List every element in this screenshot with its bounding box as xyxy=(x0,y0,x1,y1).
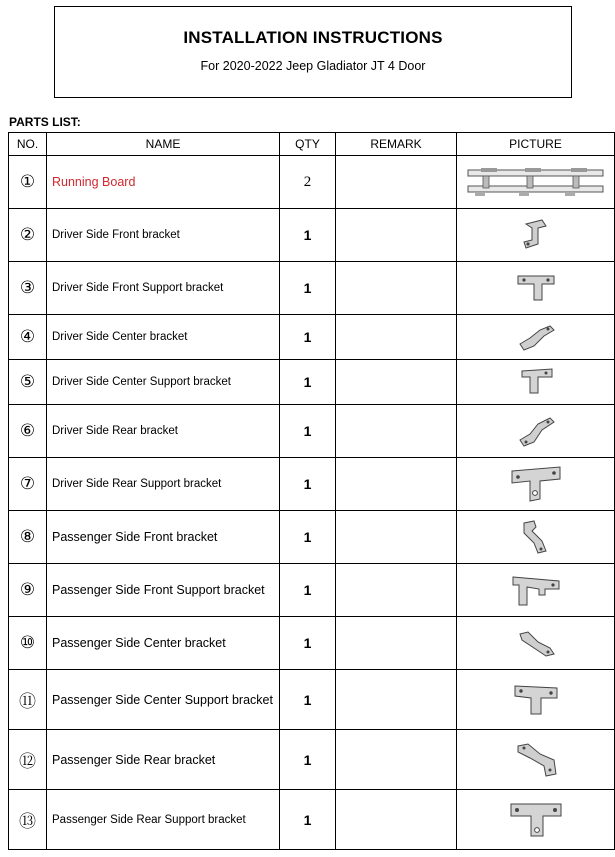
part-picture xyxy=(457,730,615,790)
part-picture xyxy=(457,564,615,617)
part-remark xyxy=(336,360,457,405)
part-name: Running Board xyxy=(47,156,280,209)
table-row xyxy=(9,564,615,617)
part-number: ⑬ xyxy=(9,790,47,850)
bracket-icon xyxy=(512,740,560,780)
part-name: Passenger Side Front Support bracket xyxy=(47,564,280,617)
part-qty: 1 xyxy=(280,405,336,458)
part-remark xyxy=(336,458,457,511)
table-row xyxy=(9,405,615,458)
table-header-row xyxy=(9,133,615,156)
parts-list-label: PARTS LIST: xyxy=(9,115,81,129)
part-qty: 1 xyxy=(280,730,336,790)
page-title: INSTALLATION INSTRUCTIONS xyxy=(183,28,443,47)
part-number: ② xyxy=(9,209,47,262)
part-number: ⑫ xyxy=(9,730,47,790)
table-row xyxy=(9,209,615,262)
bracket-icon xyxy=(516,517,556,557)
table-row xyxy=(9,360,615,405)
support-bracket-icon xyxy=(509,571,563,609)
part-qty: 2 xyxy=(280,156,336,209)
table-row xyxy=(9,670,615,730)
part-picture xyxy=(457,790,615,850)
part-picture xyxy=(457,262,615,315)
part-name: Passenger Side Front bracket xyxy=(47,511,280,564)
part-name: Driver Side Center bracket xyxy=(47,315,280,360)
bracket-icon xyxy=(514,626,558,660)
part-picture xyxy=(457,405,615,458)
table-row xyxy=(9,730,615,790)
column-header-no: NO. xyxy=(9,133,47,156)
part-number: ⑧ xyxy=(9,511,47,564)
part-qty: 1 xyxy=(280,458,336,511)
part-name: Driver Side Rear bracket xyxy=(47,405,280,458)
part-picture xyxy=(457,617,615,670)
part-remark xyxy=(336,670,457,730)
part-name: Driver Side Center Support bracket xyxy=(47,360,280,405)
support-bracket-icon xyxy=(516,365,556,399)
table-row xyxy=(9,790,615,850)
part-remark xyxy=(336,730,457,790)
part-remark xyxy=(336,405,457,458)
part-remark xyxy=(336,262,457,315)
part-name: Passenger Side Rear bracket xyxy=(47,730,280,790)
part-name: Driver Side Front bracket xyxy=(47,209,280,262)
support-bracket-icon xyxy=(508,463,564,505)
column-header-remark: REMARK xyxy=(336,133,457,156)
part-qty: 1 xyxy=(280,790,336,850)
part-qty: 1 xyxy=(280,670,336,730)
part-qty: 1 xyxy=(280,262,336,315)
part-picture xyxy=(457,156,615,209)
table-row xyxy=(9,617,615,670)
part-number: ⑪ xyxy=(9,670,47,730)
part-qty: 1 xyxy=(280,315,336,360)
part-qty: 1 xyxy=(280,511,336,564)
bracket-icon xyxy=(516,216,556,254)
column-header-name: NAME xyxy=(47,133,280,156)
part-picture xyxy=(457,670,615,730)
part-number: ① xyxy=(9,156,47,209)
page-subtitle: For 2020-2022 Jeep Gladiator JT 4 Door xyxy=(200,59,426,73)
part-name: Passenger Side Center bracket xyxy=(47,617,280,670)
part-picture xyxy=(457,360,615,405)
table-row xyxy=(9,458,615,511)
bracket-icon xyxy=(514,320,558,354)
part-qty: 1 xyxy=(280,617,336,670)
part-picture xyxy=(457,209,615,262)
part-number: ⑤ xyxy=(9,360,47,405)
part-number: ⑨ xyxy=(9,564,47,617)
part-name: Driver Side Front Support bracket xyxy=(47,262,280,315)
part-number: ⑥ xyxy=(9,405,47,458)
part-number: ③ xyxy=(9,262,47,315)
part-remark xyxy=(336,156,457,209)
column-header-picture: PICTURE xyxy=(457,133,615,156)
part-name: Passenger Side Rear Support bracket xyxy=(47,790,280,850)
part-number: ④ xyxy=(9,315,47,360)
part-qty: 1 xyxy=(280,564,336,617)
part-picture xyxy=(457,511,615,564)
part-name: Passenger Side Center Support bracket xyxy=(47,670,280,730)
part-qty: 1 xyxy=(280,209,336,262)
table-row xyxy=(9,511,615,564)
table-row xyxy=(9,315,615,360)
part-remark xyxy=(336,790,457,850)
bracket-icon xyxy=(514,412,558,450)
part-qty: 1 xyxy=(280,360,336,405)
part-picture xyxy=(457,315,615,360)
part-remark xyxy=(336,511,457,564)
part-picture xyxy=(457,458,615,511)
part-remark xyxy=(336,209,457,262)
support-bracket-icon xyxy=(514,270,558,306)
running-board-icon xyxy=(463,164,608,200)
part-number: ⑦ xyxy=(9,458,47,511)
header-box xyxy=(54,6,572,98)
part-name: Driver Side Rear Support bracket xyxy=(47,458,280,511)
part-remark xyxy=(336,564,457,617)
part-number: ⑩ xyxy=(9,617,47,670)
table-row xyxy=(9,156,615,209)
column-header-qty: QTY xyxy=(280,133,336,156)
parts-table xyxy=(8,132,615,850)
support-bracket-icon xyxy=(507,798,565,842)
table-row xyxy=(9,262,615,315)
part-remark xyxy=(336,315,457,360)
part-remark xyxy=(336,617,457,670)
support-bracket-icon xyxy=(511,680,561,720)
